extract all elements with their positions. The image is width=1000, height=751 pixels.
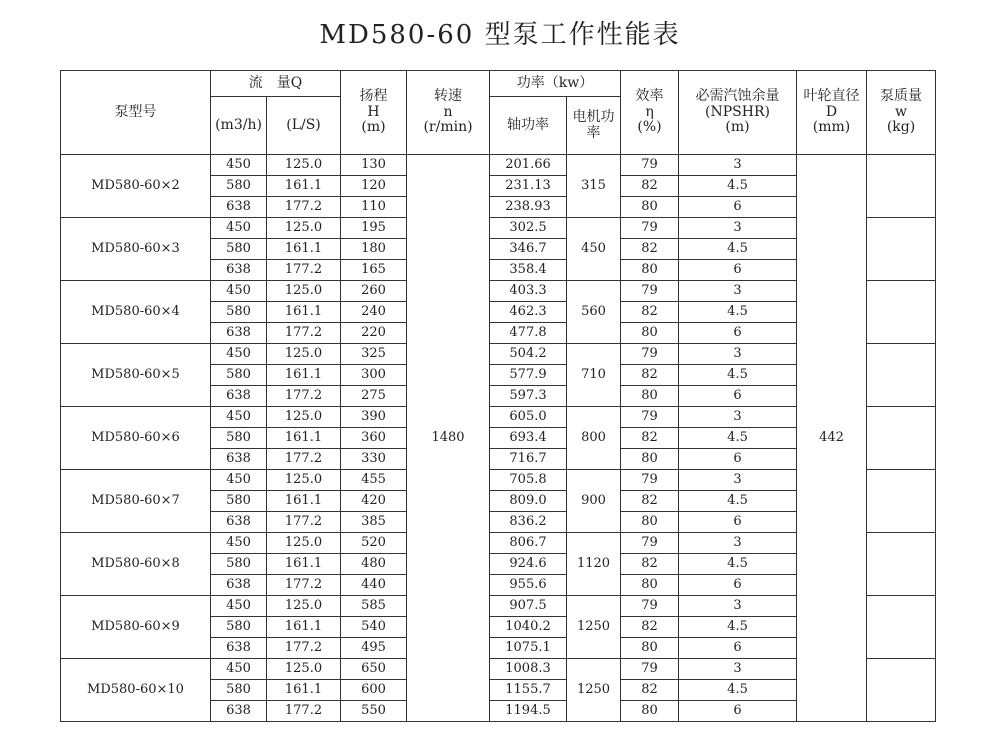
flow-m3h-value: 450 [211,407,267,428]
head-value: 330 [341,449,407,470]
flow-ls-value: 177.2 [267,575,341,596]
header-speed: 转速 n (r/min) [407,71,490,155]
npsh-value: 3 [679,596,797,617]
flow-m3h-value: 580 [211,176,267,197]
header-flow-m3h: (m3/h) [211,97,267,155]
npsh-value: 4.5 [679,617,797,638]
npsh-value: 4.5 [679,491,797,512]
head-value: 240 [341,302,407,323]
npsh-value: 3 [679,344,797,365]
efficiency-value: 79 [621,218,679,239]
shaft-power-value: 924.6 [490,554,567,575]
head-value: 540 [341,617,407,638]
shaft-power-value: 358.4 [490,260,567,281]
model-name: MD580-60×7 [61,470,211,533]
flow-m3h-value: 580 [211,365,267,386]
model-name: MD580-60×2 [61,155,211,218]
head-value: 360 [341,428,407,449]
flow-m3h-value: 638 [211,323,267,344]
flow-m3h-value: 580 [211,554,267,575]
efficiency-value: 80 [621,323,679,344]
flow-m3h-value: 580 [211,302,267,323]
shaft-power-value: 806.7 [490,533,567,554]
head-value: 495 [341,638,407,659]
efficiency-value: 79 [621,596,679,617]
npsh-value: 4.5 [679,365,797,386]
flow-m3h-value: 450 [211,344,267,365]
flow-m3h-value: 450 [211,470,267,491]
flow-m3h-value: 580 [211,428,267,449]
head-value: 110 [341,197,407,218]
flow-ls-value: 125.0 [267,596,341,617]
head-value: 385 [341,512,407,533]
shaft-power-value: 836.2 [490,512,567,533]
efficiency-value: 80 [621,701,679,722]
head-value: 275 [341,386,407,407]
flow-ls-value: 161.1 [267,680,341,701]
efficiency-value: 82 [621,239,679,260]
head-value: 585 [341,596,407,617]
mass-value [867,596,936,659]
head-value: 325 [341,344,407,365]
flow-m3h-value: 638 [211,512,267,533]
efficiency-value: 80 [621,449,679,470]
mass-value [867,407,936,470]
model-name: MD580-60×5 [61,344,211,407]
model-name: MD580-60×4 [61,281,211,344]
efficiency-value: 80 [621,386,679,407]
mass-value [867,470,936,533]
head-value: 300 [341,365,407,386]
motor-power-value: 1250 [567,659,621,722]
motor-power-value: 800 [567,407,621,470]
npsh-value: 6 [679,260,797,281]
efficiency-value: 80 [621,575,679,596]
motor-power-value: 1120 [567,533,621,596]
efficiency-value: 79 [621,659,679,680]
efficiency-value: 79 [621,533,679,554]
npsh-value: 3 [679,470,797,491]
npsh-value: 4.5 [679,239,797,260]
shaft-power-value: 605.0 [490,407,567,428]
head-value: 650 [341,659,407,680]
flow-m3h-value: 580 [211,491,267,512]
head-value: 440 [341,575,407,596]
flow-m3h-value: 580 [211,617,267,638]
efficiency-value: 82 [621,617,679,638]
flow-ls-value: 161.1 [267,428,341,449]
flow-ls-value: 161.1 [267,302,341,323]
impeller-value: 442 [797,155,867,722]
header-mass: 泵质量 w (kg) [867,71,936,155]
efficiency-value: 82 [621,554,679,575]
flow-ls-value: 177.2 [267,197,341,218]
table-body [61,155,936,722]
flow-m3h-value: 450 [211,218,267,239]
motor-power-value: 900 [567,470,621,533]
efficiency-value: 82 [621,176,679,197]
flow-m3h-value: 450 [211,281,267,302]
header-flow: 流 量Q [211,71,341,97]
npsh-value: 3 [679,155,797,176]
flow-m3h-value: 450 [211,533,267,554]
efficiency-value: 82 [621,302,679,323]
model-name: MD580-60×10 [61,659,211,722]
header-npsh: 必需汽蚀余量(NPSHR) (m) [679,71,797,155]
shaft-power-value: 577.9 [490,365,567,386]
flow-ls-value: 177.2 [267,512,341,533]
npsh-value: 6 [679,701,797,722]
npsh-value: 6 [679,575,797,596]
shaft-power-value: 955.6 [490,575,567,596]
head-value: 420 [341,491,407,512]
mass-value [867,281,936,344]
npsh-value: 6 [679,512,797,533]
flow-ls-value: 125.0 [267,281,341,302]
shaft-power-value: 907.5 [490,596,567,617]
speed-value: 1480 [407,155,490,722]
flow-ls-value: 161.1 [267,554,341,575]
header-efficiency: 效率 η (%) [621,71,679,155]
flow-ls-value: 177.2 [267,638,341,659]
efficiency-value: 80 [621,260,679,281]
shaft-power-value: 462.3 [490,302,567,323]
efficiency-value: 80 [621,638,679,659]
head-value: 220 [341,323,407,344]
efficiency-value: 79 [621,155,679,176]
shaft-power-value: 1194.5 [490,701,567,722]
header-pump-model: 泵型号 [61,71,211,155]
flow-m3h-value: 638 [211,197,267,218]
mass-value [867,218,936,281]
performance-table [60,70,936,722]
flow-ls-value: 161.1 [267,239,341,260]
shaft-power-value: 716.7 [490,449,567,470]
npsh-value: 6 [679,449,797,470]
head-value: 165 [341,260,407,281]
header-flow-ls: (L/S) [267,97,341,155]
model-name: MD580-60×3 [61,218,211,281]
shaft-power-value: 705.8 [490,470,567,491]
head-value: 180 [341,239,407,260]
shaft-power-value: 1008.3 [490,659,567,680]
head-value: 600 [341,680,407,701]
flow-ls-value: 177.2 [267,449,341,470]
model-name: MD580-60×8 [61,533,211,596]
motor-power-value: 450 [567,218,621,281]
flow-ls-value: 177.2 [267,386,341,407]
efficiency-value: 82 [621,680,679,701]
flow-m3h-value: 580 [211,680,267,701]
shaft-power-value: 231.13 [490,176,567,197]
npsh-value: 4.5 [679,176,797,197]
efficiency-value: 82 [621,428,679,449]
flow-ls-value: 125.0 [267,344,341,365]
flow-m3h-value: 450 [211,596,267,617]
shaft-power-value: 477.8 [490,323,567,344]
model-name: MD580-60×9 [61,596,211,659]
header-motor-power: 电机功率 [567,97,621,155]
header-head: 扬程 H (m) [341,71,407,155]
shaft-power-value: 504.2 [490,344,567,365]
npsh-value: 3 [679,218,797,239]
efficiency-value: 79 [621,470,679,491]
flow-m3h-value: 638 [211,260,267,281]
head-value: 260 [341,281,407,302]
head-value: 520 [341,533,407,554]
header-power: 功率（kw） [490,71,621,97]
flow-m3h-value: 580 [211,239,267,260]
shaft-power-value: 693.4 [490,428,567,449]
shaft-power-value: 201.66 [490,155,567,176]
shaft-power-value: 1040.2 [490,617,567,638]
npsh-value: 4.5 [679,428,797,449]
npsh-value: 3 [679,659,797,680]
npsh-value: 6 [679,638,797,659]
motor-power-value: 560 [567,281,621,344]
flow-m3h-value: 450 [211,155,267,176]
npsh-value: 3 [679,533,797,554]
model-name: MD580-60×6 [61,407,211,470]
flow-ls-value: 161.1 [267,365,341,386]
shaft-power-value: 1075.1 [490,638,567,659]
motor-power-value: 1250 [567,596,621,659]
head-value: 455 [341,470,407,491]
efficiency-value: 79 [621,281,679,302]
npsh-value: 6 [679,323,797,344]
head-value: 550 [341,701,407,722]
head-value: 130 [341,155,407,176]
flow-m3h-value: 638 [211,449,267,470]
head-value: 390 [341,407,407,428]
shaft-power-value: 238.93 [490,197,567,218]
mass-value [867,155,936,218]
npsh-value: 3 [679,407,797,428]
flow-m3h-value: 638 [211,386,267,407]
flow-ls-value: 125.0 [267,218,341,239]
header-impeller: 叶轮直径 D (mm) [797,71,867,155]
shaft-power-value: 1155.7 [490,680,567,701]
flow-ls-value: 125.0 [267,407,341,428]
npsh-value: 4.5 [679,680,797,701]
motor-power-value: 315 [567,155,621,218]
shaft-power-value: 302.5 [490,218,567,239]
efficiency-value: 80 [621,512,679,533]
npsh-value: 4.5 [679,302,797,323]
efficiency-value: 82 [621,365,679,386]
flow-ls-value: 177.2 [267,701,341,722]
efficiency-value: 79 [621,407,679,428]
flow-ls-value: 177.2 [267,323,341,344]
page-title: MD580-60 型泵工作性能表 [319,20,681,50]
shaft-power-value: 597.3 [490,386,567,407]
flow-m3h-value: 638 [211,575,267,596]
shaft-power-value: 346.7 [490,239,567,260]
npsh-value: 6 [679,386,797,407]
efficiency-value: 79 [621,344,679,365]
mass-value [867,533,936,596]
head-value: 120 [341,176,407,197]
flow-ls-value: 161.1 [267,617,341,638]
shaft-power-value: 403.3 [490,281,567,302]
flow-ls-value: 161.1 [267,491,341,512]
efficiency-value: 80 [621,197,679,218]
npsh-value: 3 [679,281,797,302]
efficiency-value: 82 [621,491,679,512]
head-value: 480 [341,554,407,575]
flow-ls-value: 125.0 [267,659,341,680]
flow-ls-value: 125.0 [267,533,341,554]
npsh-value: 6 [679,197,797,218]
header-shaft-power: 轴功率 [490,97,567,155]
npsh-value: 4.5 [679,554,797,575]
motor-power-value: 710 [567,344,621,407]
flow-m3h-value: 638 [211,701,267,722]
flow-ls-value: 125.0 [267,155,341,176]
flow-m3h-value: 638 [211,638,267,659]
shaft-power-value: 809.0 [490,491,567,512]
head-value: 195 [341,218,407,239]
flow-m3h-value: 450 [211,659,267,680]
flow-ls-value: 161.1 [267,176,341,197]
flow-ls-value: 125.0 [267,470,341,491]
mass-value [867,659,936,722]
flow-ls-value: 177.2 [267,260,341,281]
table-row [61,155,936,176]
mass-value [867,344,936,407]
